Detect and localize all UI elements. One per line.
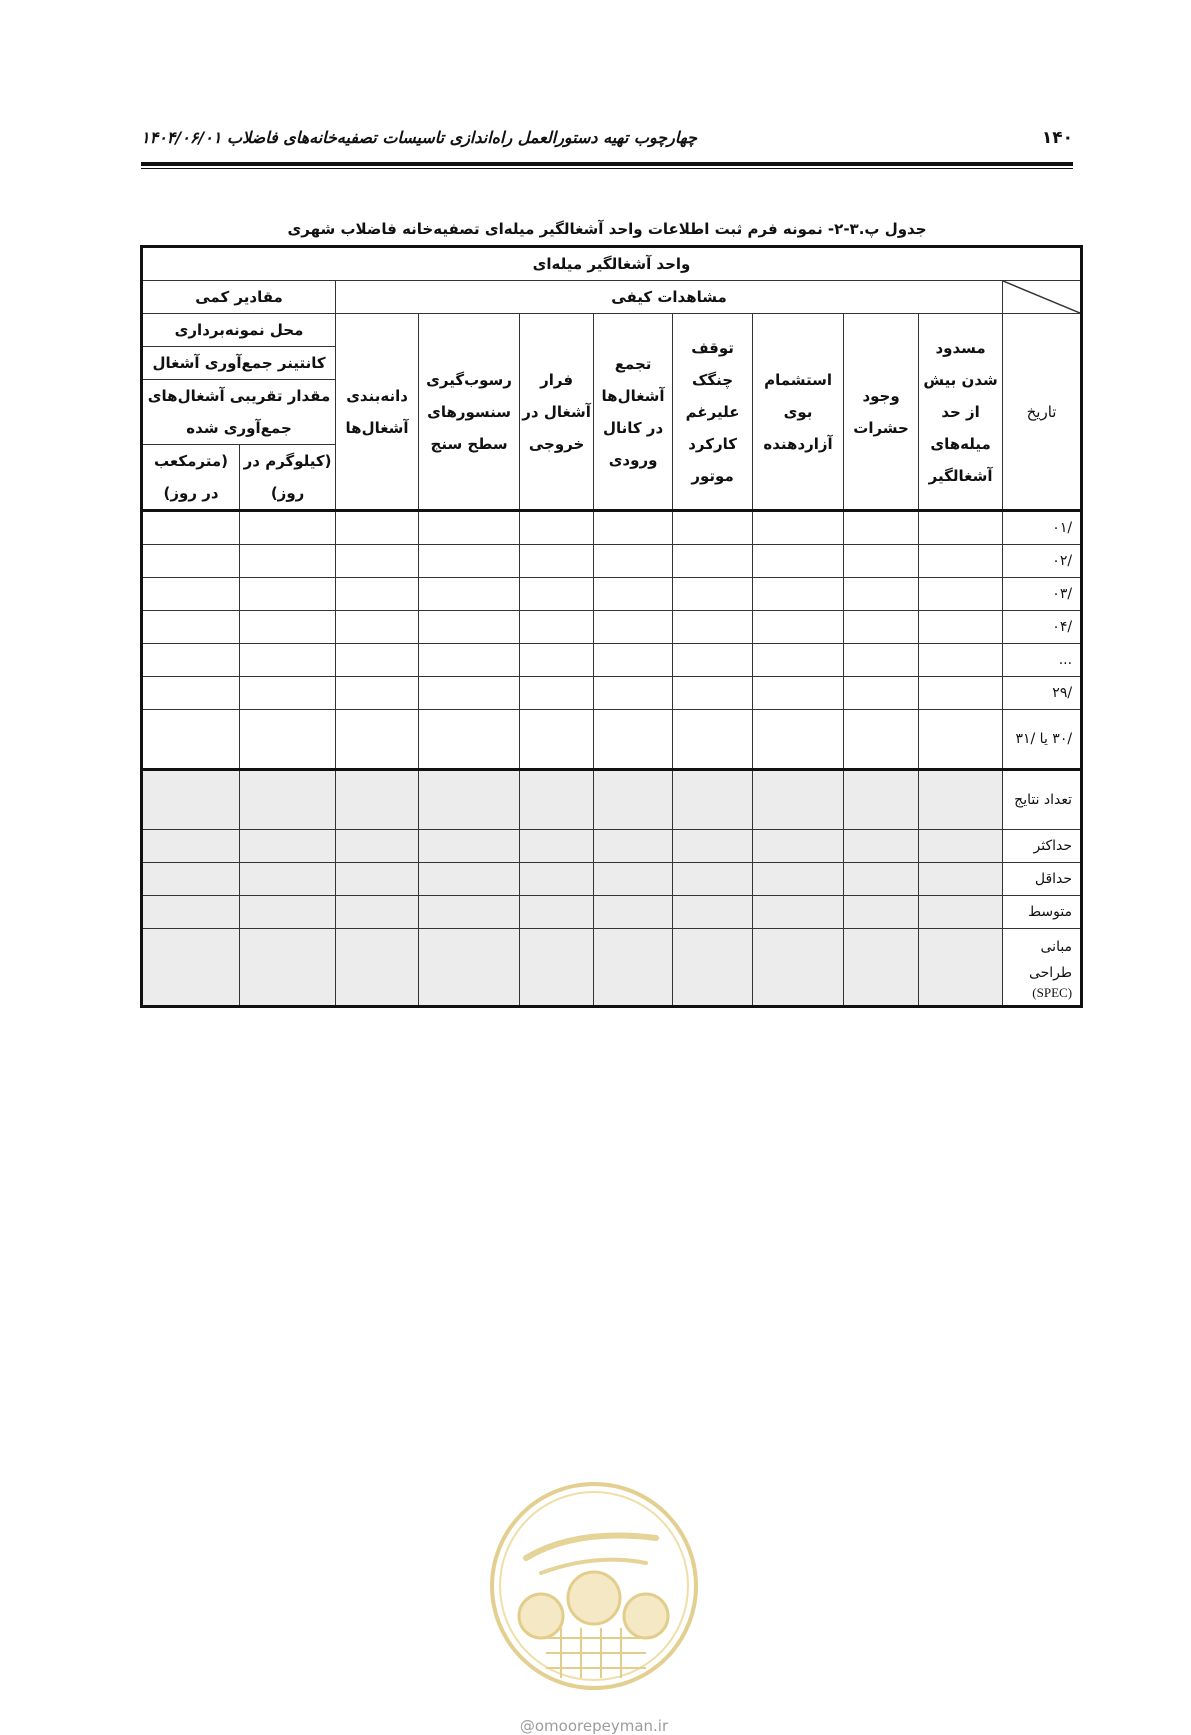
input-cell[interactable]	[419, 578, 520, 611]
quantitative-header: مقادیر کمی	[142, 281, 336, 314]
input-cell[interactable]	[419, 644, 520, 677]
input-cell[interactable]	[336, 710, 419, 770]
input-cell[interactable]	[753, 578, 844, 611]
summary-cell[interactable]	[142, 863, 240, 896]
input-cell[interactable]	[844, 611, 919, 644]
input-cell[interactable]	[919, 677, 1003, 710]
input-cell[interactable]	[336, 611, 419, 644]
input-cell[interactable]	[520, 611, 594, 644]
sampling-location-label: محل نمونه‌برداری	[142, 314, 336, 347]
date-row-label: /۰۴	[1003, 611, 1082, 644]
summary-cell[interactable]	[419, 863, 520, 896]
col-accumulation-header: تجمع آشغال‌ها در کانال ورودی	[594, 314, 673, 511]
input-cell[interactable]	[844, 710, 919, 770]
input-cell[interactable]	[919, 545, 1003, 578]
summary-cell[interactable]	[336, 770, 419, 830]
date-row-label: /۲۹	[1003, 677, 1082, 710]
input-cell[interactable]	[753, 611, 844, 644]
unit-kg-per-day: (کیلوگرم در روز)	[240, 445, 336, 511]
summary-cell[interactable]	[594, 863, 673, 896]
input-cell[interactable]	[594, 611, 673, 644]
input-cell[interactable]	[419, 511, 520, 545]
qualitative-header: مشاهدات کیفی	[336, 281, 1003, 314]
input-cell[interactable]	[240, 677, 336, 710]
summary-cell[interactable]	[520, 830, 594, 863]
summary-cell[interactable]	[844, 830, 919, 863]
summary-cell[interactable]	[419, 770, 520, 830]
input-cell[interactable]	[753, 644, 844, 677]
summary-cell[interactable]	[419, 830, 520, 863]
input-cell[interactable]	[240, 644, 336, 677]
input-cell[interactable]	[142, 611, 240, 644]
col-insects-header: وجود حشرات	[844, 314, 919, 511]
col-escape-header: فرار آشغال در خروجی	[520, 314, 594, 511]
design-basis-label	[1003, 929, 1082, 1007]
input-cell[interactable]	[594, 545, 673, 578]
input-cell[interactable]	[673, 677, 753, 710]
summary-cell[interactable]	[919, 863, 1003, 896]
summary-cell[interactable]	[673, 770, 753, 830]
input-cell[interactable]	[844, 677, 919, 710]
summary-cell[interactable]	[753, 830, 844, 863]
input-cell[interactable]	[142, 644, 240, 677]
input-cell[interactable]	[753, 511, 844, 545]
summary-cell[interactable]	[240, 929, 336, 1007]
input-cell[interactable]	[142, 511, 240, 545]
summary-cell[interactable]	[520, 896, 594, 929]
summary-cell[interactable]	[142, 770, 240, 830]
input-cell[interactable]	[142, 677, 240, 710]
diagonal-corner-cell	[1003, 281, 1082, 314]
summary-cell[interactable]	[594, 896, 673, 929]
summary-cell[interactable]	[520, 929, 594, 1007]
input-cell[interactable]	[240, 511, 336, 545]
input-cell[interactable]	[673, 511, 753, 545]
input-cell[interactable]	[419, 710, 520, 770]
input-cell[interactable]	[844, 578, 919, 611]
page-header	[141, 128, 1073, 158]
input-cell[interactable]	[919, 710, 1003, 770]
input-cell[interactable]	[844, 545, 919, 578]
input-cell[interactable]	[919, 511, 1003, 545]
approx-amount-label: مقدار تقریبی آشغال‌های جمع‌آوری شده	[142, 380, 336, 445]
input-cell[interactable]	[753, 545, 844, 578]
date-row-label: /۰۲	[1003, 545, 1082, 578]
input-cell[interactable]	[336, 677, 419, 710]
unit-title: واحد آشغالگیر میله‌ای	[142, 247, 1082, 281]
summary-cell[interactable]	[336, 830, 419, 863]
input-cell[interactable]	[844, 644, 919, 677]
summary-cell[interactable]	[240, 830, 336, 863]
summary-cell[interactable]	[142, 896, 240, 929]
summary-cell[interactable]	[594, 770, 673, 830]
summary-cell[interactable]	[844, 896, 919, 929]
summary-cell[interactable]	[844, 770, 919, 830]
col-rake-stop-header: توقف چنگک علیرغم کارکرد موتور	[673, 314, 753, 511]
input-cell[interactable]	[142, 578, 240, 611]
summary-cell[interactable]	[753, 770, 844, 830]
summary-row-label: مبانی طراحی	[1028, 939, 1073, 981]
summary-cell[interactable]	[919, 929, 1003, 1007]
summary-row-label: حداکثر	[1003, 830, 1082, 863]
input-cell[interactable]	[520, 545, 594, 578]
summary-cell[interactable]	[919, 896, 1003, 929]
unit-m3-per-day: (مترمکعب در روز)	[142, 445, 240, 511]
summary-cell[interactable]	[336, 896, 419, 929]
col-date-header: تاریخ	[1003, 314, 1082, 511]
table-caption: جدول پ.۳-۲- نمونه فرم ثبت اطلاعات واحد آشغالگیر میله‌ای تصفیه‌خانه فاضلاب شهری	[287, 220, 927, 238]
summary-row-label: حداقل	[1003, 863, 1082, 896]
input-cell[interactable]	[240, 710, 336, 770]
input-cell[interactable]	[520, 710, 594, 770]
summary-row-label: تعداد نتایج	[1003, 770, 1082, 830]
date-row-label: /۰۳	[1003, 578, 1082, 611]
summary-cell[interactable]	[673, 896, 753, 929]
summary-cell[interactable]	[240, 770, 336, 830]
input-cell[interactable]	[419, 677, 520, 710]
summary-cell[interactable]	[142, 830, 240, 863]
input-cell[interactable]	[673, 611, 753, 644]
col-grading-header: دانه‌بندی آشغال‌ها	[336, 314, 419, 511]
input-cell[interactable]	[673, 545, 753, 578]
input-cell[interactable]	[594, 677, 673, 710]
document-title: چهارچوب تهیه دستورالعمل راه‌اندازی تاسیسات تصفیه‌خانه‌های فاضلاب ۱۴۰۴/۰۶/۰۱	[141, 128, 698, 147]
input-cell[interactable]	[753, 710, 844, 770]
header-rule-thin	[141, 168, 1073, 169]
summary-cell[interactable]	[594, 929, 673, 1007]
summary-cell[interactable]	[673, 863, 753, 896]
summary-cell[interactable]	[844, 863, 919, 896]
summary-cell[interactable]	[336, 863, 419, 896]
summary-cell[interactable]	[919, 770, 1003, 830]
input-cell[interactable]	[594, 578, 673, 611]
summary-cell[interactable]	[240, 863, 336, 896]
input-cell[interactable]	[594, 710, 673, 770]
summary-cell[interactable]	[753, 863, 844, 896]
date-row-label: /۰۱	[1003, 511, 1082, 545]
input-cell[interactable]	[336, 545, 419, 578]
input-cell[interactable]	[142, 710, 240, 770]
input-cell[interactable]	[520, 511, 594, 545]
summary-cell[interactable]	[753, 896, 844, 929]
summary-cell[interactable]	[673, 830, 753, 863]
input-cell[interactable]	[419, 545, 520, 578]
input-cell[interactable]	[594, 511, 673, 545]
input-cell[interactable]	[419, 611, 520, 644]
input-cell[interactable]	[673, 644, 753, 677]
input-cell[interactable]	[919, 611, 1003, 644]
input-cell[interactable]	[919, 578, 1003, 611]
header-rule	[141, 162, 1073, 166]
input-cell[interactable]	[594, 644, 673, 677]
summary-cell[interactable]	[594, 830, 673, 863]
summary-cell[interactable]	[919, 830, 1003, 863]
collection-container-label: کانتینر جمع‌آوری آشغال	[142, 347, 336, 380]
summary-cell[interactable]	[142, 929, 240, 1007]
summary-cell[interactable]	[673, 929, 753, 1007]
input-cell[interactable]	[753, 677, 844, 710]
bar-screen-form-table	[140, 245, 1083, 1008]
input-cell[interactable]	[520, 644, 594, 677]
input-cell[interactable]	[336, 644, 419, 677]
input-cell[interactable]	[520, 578, 594, 611]
summary-cell[interactable]	[520, 863, 594, 896]
input-cell[interactable]	[336, 511, 419, 545]
omoorepeyman-logo	[486, 1478, 702, 1694]
summary-row-label: متوسط	[1003, 896, 1082, 929]
col-odor-header: استشمام بوی آزاردهنده	[753, 314, 844, 511]
col-sensor-deposit-header: رسوب‌گیری سنسورهای سطح سنج	[419, 314, 520, 511]
spec-label: (SPEC)	[1032, 985, 1073, 1000]
input-cell[interactable]	[240, 611, 336, 644]
input-cell[interactable]	[240, 578, 336, 611]
date-row-label: /۳۰ یا /۳۱	[1003, 710, 1082, 770]
col-clogging-header: مسدود شدن بیش از حد میله‌های آشغالگیر	[919, 314, 1003, 511]
input-cell[interactable]	[919, 644, 1003, 677]
summary-cell[interactable]	[753, 929, 844, 1007]
summary-cell[interactable]	[844, 929, 919, 1007]
date-row-label: ...	[1003, 644, 1082, 677]
input-cell[interactable]	[240, 545, 336, 578]
input-cell[interactable]	[142, 545, 240, 578]
summary-cell[interactable]	[240, 896, 336, 929]
summary-cell[interactable]	[419, 896, 520, 929]
input-cell[interactable]	[844, 511, 919, 545]
watermark-site: @omoorepeyman.ir	[519, 1717, 669, 1735]
input-cell[interactable]	[336, 578, 419, 611]
summary-cell[interactable]	[336, 929, 419, 1007]
input-cell[interactable]	[520, 677, 594, 710]
summary-cell[interactable]	[520, 770, 594, 830]
summary-cell[interactable]	[419, 929, 520, 1007]
input-cell[interactable]	[673, 710, 753, 770]
page-number: ۱۴۰	[1041, 128, 1073, 148]
input-cell[interactable]	[673, 578, 753, 611]
